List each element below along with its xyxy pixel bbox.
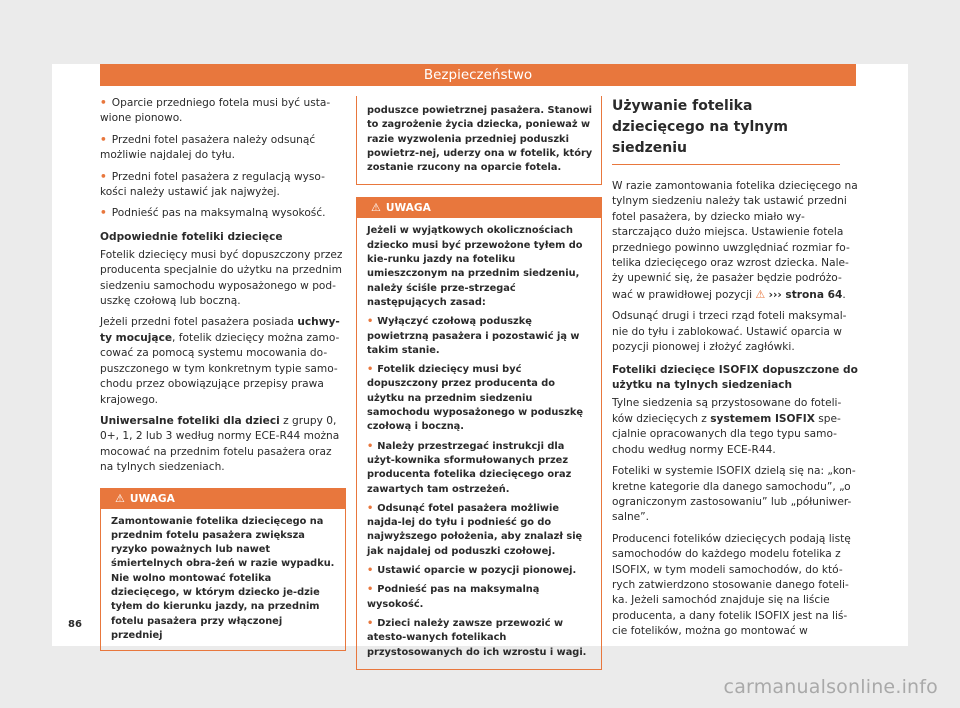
paragraph: Fotelik dziecięcy musi być dopuszczony przez producenta specjalnie do użytku na przednim siedzeniu samochodu wyposażonego w pod-uszkę czołową lub boczną. (100, 248, 343, 308)
list-item: • Dzieci należy zawsze przewozić w atesto-wanych fotelikach przystosowanych do ich wzrostu i wagi. (367, 617, 593, 660)
list-item: • Przedni fotel pasażera z regulacją wyso-kości należy ustawić jak najwyżej. (100, 170, 346, 201)
text-span: Tylne siedzenia są przystosowane do foteli-ków dziecięcych z (612, 397, 842, 425)
subheading-isofix: Foteliki dziecięce ISOFIX dopuszczone do użytku na tylnych siedzeniach (612, 364, 858, 392)
list-item: • Należy przestrzegać instrukcji dla użyt-kownika sformułowanych przez producenta fotelika dziecięcego oraz zawartych tam ostrzeżeń. (367, 440, 593, 497)
text-span: , fotelik dziecięcy można zamo-cować za pomocą systemu mocowania do-puszczonego w tym konkretnym typie samo-chodu przez obowiązujące przepisy prawa krajowego. (100, 331, 340, 406)
warning-title: UWAGA (385, 202, 431, 215)
page-reference-link[interactable]: ››› strona 64 (768, 288, 843, 301)
warning-triangle-icon: ⚠ (115, 491, 125, 505)
warning-body (357, 96, 601, 184)
bold-term: systemem ISOFIX (710, 412, 815, 425)
warning-header (101, 489, 345, 509)
list-item: • Oparcie przedniego fotela musi być usta-wione pionowo. (100, 96, 346, 127)
text-span: Jeżeli przedni fotel pasażera posiada (100, 316, 298, 329)
bold-term: Uniwersalne foteliki dla dzieci (100, 414, 280, 427)
list-item: • Fotelik dziecięcy musi być dopuszczony przez producenta do użytku na przednim siedzeniu samochodu wyposażonego w poduszkę czołową i boczną. (367, 363, 593, 434)
warning-box-continued (356, 96, 602, 185)
warning-box (100, 488, 346, 652)
page-number: 86 (68, 619, 82, 630)
list-item: • Podnieść pas na maksymalną wysokość. (367, 583, 593, 612)
bold-term: uchwy-ty mocujące (100, 316, 340, 344)
warning-intro: Jeżeli w wyjątkowych okolicznościach dziecko musi być przewożone tyłem do kie-runku jazdy na foteliku umieszczonym na przednim siedzeniu, należy ściśle prze-strzegać następujących zasad: (367, 225, 583, 308)
list-item: • Podnieść pas na maksymalną wysokość. (100, 206, 346, 221)
paragraph: Producenci fotelików dziecięcych podają listę samochodów do każdego modelu fotelika z ISOFIX, w tym modeli samochodów, do któ-rych zatwierdzono stosowanie danego foteli-ka. Jeżeli samochód znajduje się na liście producenta, a dany fotelik ISOFIX jest na liś-cie fotelików, można go montować w (612, 532, 851, 638)
list-item: • Przedni fotel pasażera należy odsunąć możliwie najdalej do tyłu. (100, 133, 346, 164)
paragraph (612, 179, 860, 303)
warning-body (101, 509, 345, 651)
warning-body (357, 218, 601, 668)
warning-text: Zamontowanie fotelika dziecięcego na przednim fotelu pasażera zwiększa ryzyko poważnych lub nawet śmiertelnych obra-żeń w razie wypadku. Nie wolno montować fotelika dziecięcego, w którym dziecko je-dzie tyłem do kierunku jazdy, na przednim fotelu pasażera przy włączonej przedniej (111, 515, 335, 641)
paragraph: Foteliki w systemie ISOFIX dzielą się na: „kon-kretne kategorie dla danego samochodu”, „o ograniczonym zastosowaniu” lub „półuniwer-salne”. (612, 465, 856, 524)
watermark: carmanualsonline.info (723, 676, 938, 698)
text-span: W razie zamontowania fotelika dziecięcego na tylnym siedzeniu należy tak ustawić przedni fotel pasażera, by dziecko miało wy-starczająco dużo miejsca. Ustawienie fotela przedniego powinno uwzględniać rozmiar fo-telika dziecięcego oraz wzrost dziecka. Nale-ży upewnić się, że pasażer będzie podróżo-wać w prawidłowej pozycji (612, 180, 858, 301)
list-item: • Ustawić oparcie w pozycji pionowej. (367, 564, 593, 578)
warning-header (357, 198, 601, 218)
text-span: spe-cjalnie opracowanych dla tego typu samo-chodu według normy ECE-R44. (612, 412, 841, 456)
warning-triangle-icon: ⚠ (371, 201, 381, 215)
paragraph (100, 414, 346, 476)
paragraph: Odsunąć drugi i trzeci rząd foteli maksymal-nie do tyłu i zablokować. Ustawić oparcia w pozycji pionowej i złożyć zagłówki. (612, 310, 847, 354)
list-item: • Wyłączyć czołową poduszkę powietrzną pasażera i pozostawić ją w takim stanie. (367, 315, 593, 358)
warning-triangle-icon: ⚠ (755, 287, 766, 301)
warning-text: poduszce powietrznej pasażera. Stanowi to zagrożenie życia dziecka, ponieważ w razie wyzwolenia przedniej poduszki powietrz-nej, uderzy ona w fotelik, który zostanie rzucony na oparcie fotela. (367, 105, 593, 174)
subheading-suitable-seats: Odpowiednie foteliki dziecięce (100, 230, 283, 243)
paragraph (100, 315, 346, 407)
warning-box (356, 197, 602, 669)
column-left (100, 96, 346, 651)
paragraph (612, 396, 860, 458)
text-span: z grupy 0, 0+, 1, 2 lub 3 według normy ECE-R44 można mocować na przednim fotelu pasażera oraz na tylnych siedzeniach. (100, 414, 340, 474)
list-item: • Odsunąć fotel pasażera możliwie najda-lej do tyłu i podnieść go do najwyższego położenia, aby znalazł się jak najdalej od poduszki czołowej. (367, 502, 593, 559)
column-middle (356, 96, 602, 670)
warning-title: UWAGA (129, 492, 175, 505)
page-header: Bezpieczeństwo (100, 64, 856, 86)
text-span: . (842, 288, 846, 301)
section-title: Używanie fotelika dziecięcego na tylnym siedzeniu (612, 96, 840, 165)
column-right (612, 96, 860, 646)
